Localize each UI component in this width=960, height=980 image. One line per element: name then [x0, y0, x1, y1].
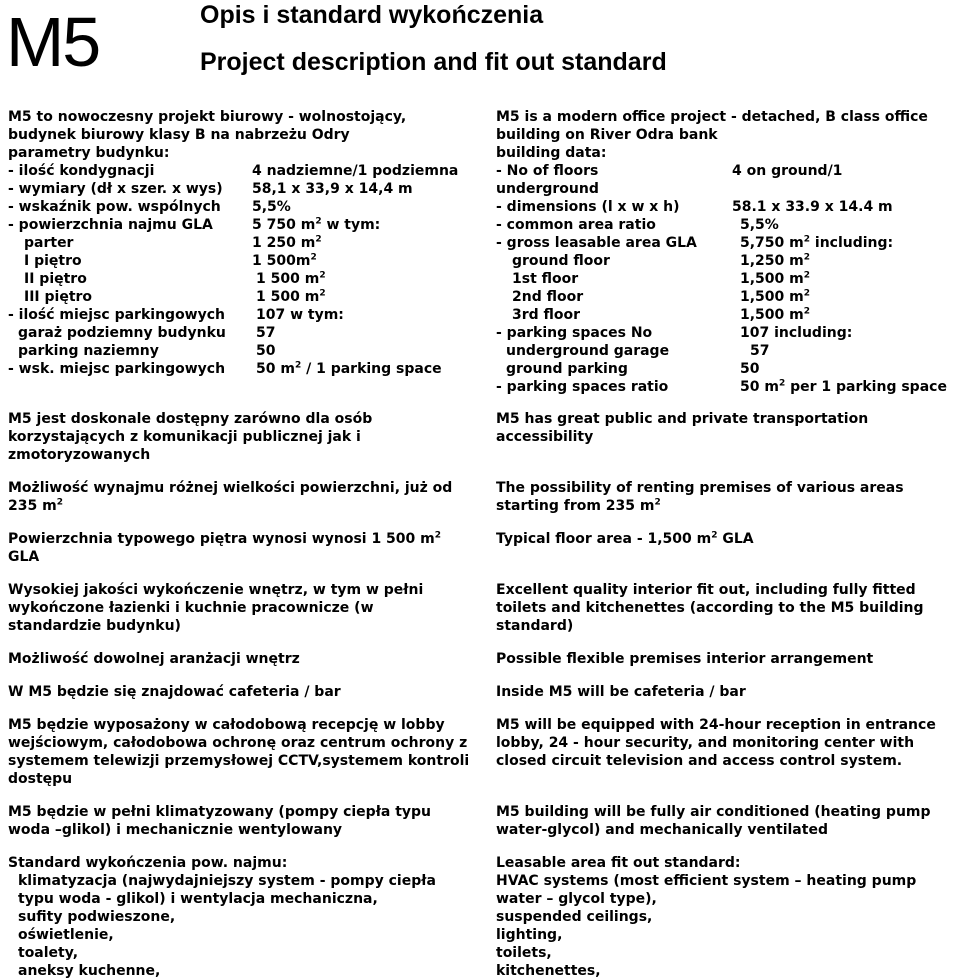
en-param-label: - No of floors	[496, 163, 599, 179]
pl-paragraph-line: zmotoryzowanych	[8, 447, 151, 463]
en-param-label: ground parking	[506, 361, 628, 377]
pl-paragraph-line: korzystających z komunikacji publicznej jak i	[8, 429, 361, 445]
en-param-value: 107 including:	[740, 325, 853, 341]
en-intro-line: building data:	[496, 145, 607, 161]
en-param-value: 50 $m^2$ per 1 parking space	[740, 378, 947, 395]
pl-paragraph-line: aneksy kuchenne,	[18, 963, 161, 979]
en-param-value: 57	[750, 343, 770, 359]
en-paragraph-line: Possible flexible premises interior arrangement	[496, 651, 874, 667]
pl-param-value: 107 w tym:	[256, 307, 344, 323]
pl-param-value: 50	[256, 343, 276, 359]
pl-paragraph-line: GLA	[8, 549, 40, 565]
pl-intro-line: parametry budynku:	[8, 145, 170, 161]
en-param-label: - parking spaces No	[496, 325, 653, 341]
pl-paragraph-line: dostępu	[8, 771, 73, 787]
en-param-value: 1,500 $m^2$	[740, 270, 811, 287]
pl-paragraph-line: M5 będzie w pełni klimatyzowany (pompy ciepła typu	[8, 804, 432, 820]
en-param-value: 1,500 $m^2$	[740, 306, 811, 323]
title-english: Project description and fit out standard	[200, 48, 667, 76]
pl-paragraph-line: Możliwość wynajmu różnej wielkości powierzchni, już od	[8, 480, 453, 496]
pl-paragraph-line: toalety,	[18, 945, 79, 961]
pl-param-label: - wymiary (dł x szer. x wys)	[8, 181, 223, 197]
pl-param-label: parking naziemny	[18, 343, 159, 359]
en-param-value: 5,750 $m^2$ including:	[740, 234, 894, 251]
en-paragraph-line: toilets and kitchenettes (according to the M5 building	[496, 600, 924, 616]
en-param-label: 3rd floor	[512, 307, 581, 323]
en-param-label: - dimensions (l x w x h)	[496, 199, 680, 215]
en-param-label: 2nd floor	[512, 289, 584, 305]
pl-param-label: - ilość kondygnacji	[8, 163, 155, 179]
en-paragraph-line: The possibility of renting premises of various areas	[496, 480, 904, 496]
pl-intro-line: budynek biurowy klasy B na nabrzeżu Odry	[8, 127, 350, 143]
en-param-label: - common area ratio	[496, 217, 656, 233]
en-paragraph-line: toilets,	[496, 945, 552, 961]
pl-paragraph-line: typu woda - glikol) i wentylacja mechaniczna,	[18, 891, 378, 907]
pl-param-label: - wsk. miejsc parkingowych	[8, 361, 226, 377]
en-param-value: 50	[740, 361, 760, 377]
en-param-value: 5,5%	[740, 217, 779, 233]
en-paragraph-line: M5 has great public and private transportation	[496, 411, 869, 427]
en-paragraph-line: Typical floor area - 1,500 $m^2$ GLA	[496, 530, 754, 547]
en-param-label: - gross leasable area GLA	[496, 235, 697, 251]
pl-param-value: 1 250 $m^2$	[252, 234, 322, 251]
pl-paragraph-line: Wysokiej jakości wykończenie wnętrz, w tym w pełni	[8, 582, 424, 598]
en-intro-line: building on River Odra bank	[496, 127, 718, 143]
pl-param-label: III piętro	[24, 289, 93, 305]
en-param-value: 1,500 $m^2$	[740, 288, 811, 305]
en-paragraph-line: suspended ceilings,	[496, 909, 653, 925]
pl-paragraph-line: oświetlenie,	[18, 927, 114, 943]
en-paragraph-line: standard)	[496, 618, 574, 634]
pl-paragraph-line: woda –glikol) i mechanicznie wentylowany	[8, 822, 343, 838]
pl-paragraph-line: Powierzchnia typowego piętra wynosi wynosi 1 500 $m^2$	[8, 530, 442, 547]
pl-param-value: 58,1 x 33,9 x 14,4 m	[252, 181, 413, 197]
pl-paragraph-line: wykończone łazienki i kuchnie pracownicze (w	[8, 600, 374, 616]
pl-paragraph-line: klimatyzacja (najwydajniejszy system - pompy ciepła	[18, 873, 436, 889]
en-paragraph-line: accessibility	[496, 429, 594, 445]
pl-param-value: 1 $500m^2$	[252, 252, 317, 269]
pl-param-label: I piętro	[24, 253, 82, 269]
pl-param-label: - powierzchnia najmu GLA	[8, 217, 213, 233]
en-param-label: 1st floor	[512, 271, 579, 287]
en-paragraph-line: lobby, 24 - hour security, and monitoring center with	[496, 735, 915, 751]
pl-paragraph-line: systemem telewizji przemysłowej CCTV,systemem kontroli	[8, 753, 470, 769]
en-paragraph-line: lighting,	[496, 927, 563, 943]
en-param-value: 4 on ground/1	[732, 163, 843, 179]
en-paragraph-line: water-glycol) and mechanically ventilated	[496, 822, 828, 838]
pl-param-value: 4 nadziemne/1 podziemna	[252, 163, 459, 179]
pl-paragraph-line: Standard wykończenia pow. najmu:	[8, 855, 288, 871]
pl-param-value: 5 750 $m^2$ w tym:	[252, 216, 381, 233]
en-param-label: underground garage	[506, 343, 670, 359]
en-paragraph-line: Leasable area fit out standard:	[496, 855, 741, 871]
en-paragraph-line: M5 will be equipped with 24-hour reception in entrance	[496, 717, 936, 733]
pl-param-label: II piętro	[24, 271, 87, 287]
en-paragraph-line: Inside M5 will be cafeteria / bar	[496, 684, 746, 700]
en-param-label: ground floor	[512, 253, 610, 269]
en-param-value: 1,250 $m^2$	[740, 252, 811, 269]
pl-paragraph-line: standardzie budynku)	[8, 618, 181, 634]
en-paragraph-line: closed circuit television and access control system.	[496, 753, 903, 769]
pl-paragraph-line: W M5 będzie się znajdować cafeteria / bar	[8, 684, 341, 700]
pl-paragraph-line: sufity podwieszone,	[18, 909, 176, 925]
en-paragraph-line: water – glycol type),	[496, 891, 657, 907]
pl-param-value: 57	[256, 325, 276, 341]
en-param-label: underground	[496, 181, 599, 197]
en-param-label: - parking spaces ratio	[496, 379, 669, 395]
pl-param-label: - wskaźnik pow. wspólnych	[8, 199, 221, 215]
en-paragraph-line: HVAC systems (most efficient system – heating pump	[496, 873, 917, 889]
pl-paragraph-line: wejściowym, całodobowa ochronę oraz centrum ochrony z	[8, 735, 468, 751]
en-paragraph-line: Excellent quality interior fit out, including fully fitted	[496, 582, 916, 598]
en-param-value: 58.1 x 33.9 x 14.4 m	[732, 199, 893, 215]
pl-param-value: 1 500 $m^2$	[256, 288, 326, 305]
title-polish: Opis i standard wykończenia	[200, 1, 544, 29]
pl-paragraph-line: 235 $m^2$	[8, 497, 63, 514]
pl-param-label: garaż podziemny budynku	[18, 325, 226, 341]
pl-param-label: - ilość miejsc parkingowych	[8, 307, 226, 323]
pl-intro-line: M5 to nowoczesny projekt biurowy - wolnostojący,	[8, 109, 407, 125]
pl-paragraph-line: M5 jest doskonale dostępny zarówno dla osób	[8, 411, 373, 427]
en-paragraph-line: starting from 235 $m^2$	[496, 497, 661, 514]
logo-m5: M5	[6, 3, 100, 81]
pl-param-value: 1 500 $m^2$	[256, 270, 326, 287]
pl-param-value: 5,5%	[252, 199, 291, 215]
en-intro-line: M5 is a modern office project - detached, B class office	[496, 109, 928, 125]
pl-param-label: parter	[24, 235, 74, 251]
pl-paragraph-line: Możliwość dowolnej aranżacji wnętrz	[8, 651, 300, 667]
pl-param-value: 50 $m^2 / 1$ parking space	[256, 360, 442, 377]
en-paragraph-line: kitchenettes,	[496, 963, 601, 979]
pl-paragraph-line: M5 będzie wyposażony w całodobową recepcję w lobby	[8, 717, 445, 733]
en-paragraph-line: M5 building will be fully air conditioned (heating pump	[496, 804, 931, 820]
